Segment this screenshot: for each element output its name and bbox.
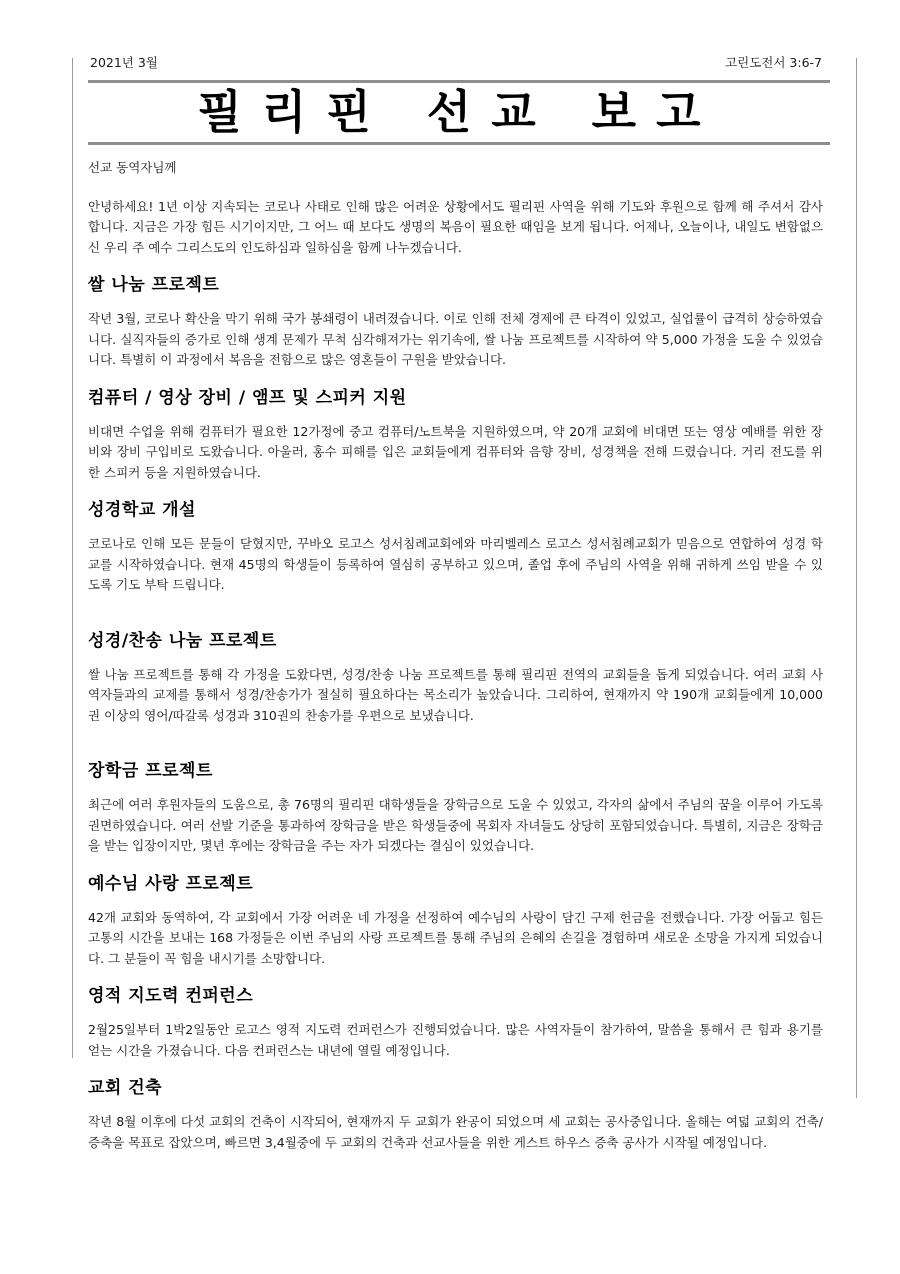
letter-body bbox=[88, 158, 823, 1153]
bible-verse-reference: 고린도전서 3:6-7 bbox=[725, 55, 822, 70]
section-heading: 성경학교 개설 bbox=[88, 500, 196, 520]
section-heading: 영적 지도력 컨퍼런스 bbox=[88, 986, 254, 1006]
section-body: 42개 교회와 동역하여, 각 교회에서 가장 어려운 네 가정을 선정하여 예수님의 사랑이 담긴 구제 헌금을 전했습니다. 가장 어둡고 힘든 고통의 시간을 보내는 168 가정들은 이번 주님의 사랑 프로젝트를 통해 주님의 은혜의 손길을 경험하며 새로운 소망을 가지게 되었습니다. 그 분들이 꼭 힘을 내시기를 소망합니다. bbox=[88, 909, 823, 966]
section-leadership-conference bbox=[88, 981, 823, 1061]
issue-date: 2021년 3월 bbox=[90, 55, 158, 70]
title-top-rule bbox=[88, 80, 830, 83]
section-body: 2월25일부터 1박2일동안 로고스 영적 지도력 컨퍼런스가 진행되었습니다. 많은 사역자들이 참가하여, 말씀을 통해서 큰 힘과 용기를 얻는 시간을 가졌습니다. 다음 컨퍼런스는 내년에 열릴 예정입니다. bbox=[88, 1022, 823, 1058]
section-heading: 컴퓨터 / 영상 장비 / 앰프 및 스피커 지원 bbox=[88, 387, 407, 408]
section-rice-sharing bbox=[88, 270, 823, 371]
title-bottom-rule bbox=[88, 142, 830, 145]
section-church-building bbox=[88, 1073, 823, 1153]
section-scholarship bbox=[88, 756, 823, 857]
section-body: 코로나로 인해 모든 문들이 닫혔지만, 꾸바오 로고스 성서침례교회에와 마리벨레스 로고스 성서침례교회가 믿음으로 연합하여 성경 학교를 시작하였습니다. 현재 45명의 학생들이 등록하여 열심히 공부하고 있으며, 졸업 후에 주님의 사역을 위해 귀하게 쓰임 받을 수 있도록 기도 부탁 드립니다. bbox=[88, 536, 823, 592]
section-body: 최근에 여러 후원자들의 도움으로, 총 76명의 필리핀 대학생들을 장학금으로 도울 수 있었고, 각자의 삶에서 주님의 꿈을 이루어 가도록 권면하였습니다. 여러 선발 기준을 통과하여 장학금을 받은 학생들중에 목회자 자녀들도 상당히 포함되었습니다. 특별히, 지금은 장학금을 받는 입장이지만, 몇년 후에는 장학금을 주는 자가 되겠다는 결심이 있었습니다. bbox=[88, 797, 823, 853]
page-header bbox=[90, 53, 822, 73]
section-heading: 장학금 프로젝트 bbox=[88, 761, 213, 781]
section-jesus-love bbox=[88, 869, 823, 970]
section-bible-school bbox=[88, 495, 823, 596]
left-margin-line bbox=[72, 58, 73, 1058]
section-bible-hymnal-sharing bbox=[88, 626, 823, 727]
salutation: 선교 동역자님께 bbox=[88, 160, 177, 175]
section-body: 작년 3월, 코로나 확산을 막기 위해 국가 봉쇄령이 내려졌습니다. 이로 인해 전체 경제에 큰 타격이 있었고, 실업률이 급격히 상승하였습니다. 실직자들의 증가로 인해 생계 문제가 무척 심각해져가는 위기속에, 쌀 나눔 프로젝트를 시작하여 약 5,000 가정을 도울 수 있었습니다. 특별히 이 과정에서 복음을 전함으로 많은 영혼들이 구원을 받았습니다. bbox=[88, 311, 823, 367]
section-body: 작년 8월 이후에 다섯 교회의 건축이 시작되어, 현재까지 두 교회가 완공이 되었으며 세 교회는 공사중입니다. 올해는 여덟 교회의 건축/증축을 목표로 잡았으며, 빠르면 3,4월중에 두 교회의 건축과 선교사들을 위한 게스트 하우스 증축 공사가 시작될 예정입니다. bbox=[88, 1114, 823, 1150]
page-title: 필리핀 선교 보고 bbox=[197, 85, 721, 139]
section-body: 비대면 수업을 위해 컴퓨터가 필요한 12가정에 중고 컴퓨터/노트북을 지원하였으며, 약 20개 교회에 비대면 또는 영상 예배를 위한 장비와 장비 구입비로 도왔습니다. 아울러, 홍수 피해를 입은 교회들에게 컴퓨터와 음향 장비, 성경책을 전해 드렸습니다. 거리 전도를 위한 스피커 등을 지원하였습니다. bbox=[88, 423, 823, 480]
right-margin-line bbox=[856, 58, 857, 1098]
section-heading: 교회 건축 bbox=[88, 1078, 163, 1098]
intro-paragraph: 안녕하세요! 1년 이상 지속되는 코로나 사태로 인해 많은 어려운 상황에서도 필리핀 사역을 위해 기도와 후원으로 함께 해 주셔서 감사합니다. 지금은 가장 힘든 시기이지만, 그 어느 때 보다도 생명의 복음이 필요한 때임을 보게 됩니다. 어제나, 오늘이나, 내일도 변함없으신 우리 주 예수 그리스도의 인도하심과 일하심을 함께 나누겠습니다. bbox=[88, 198, 823, 255]
section-body: 쌀 나눔 프로젝트를 통해 각 가정을 도왔다면, 성경/찬송 나눔 프로젝트를 통해 필리핀 전역의 교회들을 돕게 되었습니다. 여러 교회 사역자들과의 교제를 통해서 성경/찬송가가 절실히 필요하다는 목소리가 높았습니다. 그리하여, 현재까지 약 190개 교회들에게 10,000권 이상의 영어/따갈록 성경과 310권의 찬송가를 우편으로 보냈습니다. bbox=[88, 666, 823, 723]
section-equipment-support bbox=[88, 383, 823, 484]
section-heading: 성경/찬송 나눔 프로젝트 bbox=[88, 630, 277, 651]
section-heading: 쌀 나눔 프로젝트 bbox=[88, 275, 220, 295]
section-heading: 예수님 사랑 프로젝트 bbox=[88, 873, 254, 894]
